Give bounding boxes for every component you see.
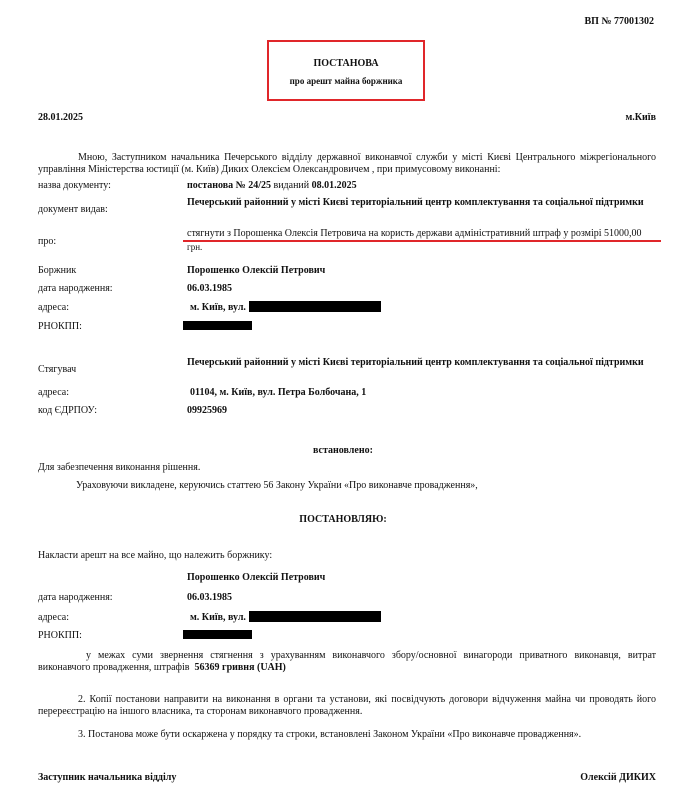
arrest-address-redaction (249, 611, 381, 622)
signature-position: Заступник начальника відділу (38, 772, 177, 783)
intro-paragraph: Мною, Заступником начальника Печерського відділу державної виконавчої служби у місті Києві Центрального міжрегіонального управління Міністерства юстиції (м. Київ) Диких Олексієм Олександровичем , при примусовому виконанні: (38, 152, 656, 175)
doc-name-row (187, 180, 357, 192)
document-number: ВП № 77001302 (584, 16, 654, 27)
creditor-edrpou: 09925969 (187, 405, 227, 416)
debtor-dob-label: дата народження: (38, 283, 113, 294)
established-line-2: Ураховуючи викладене, керуючись статтею 56 Закону України «Про виконавче провадження», (76, 480, 478, 491)
item-2-paragraph: 2. Копії постанови направити на виконання в органи та установи, які посвідчують договори відчуження майна чи проводять його перереєстрацію на іншого власника, та сторонам виконавчого провадження. (38, 694, 656, 717)
debtor-dob: 06.03.1985 (187, 283, 232, 294)
arrest-address-label: адреса: (38, 612, 69, 623)
arrest-dob-label: дата народження: (38, 592, 113, 603)
document-title: ПОСТАНОВА (313, 58, 379, 69)
arrest-dob: 06.03.1985 (187, 592, 232, 603)
about-label: про: (38, 236, 57, 247)
arrest-rnokpp-label: РНОКПП: (38, 630, 82, 641)
doc-name-value: постанова № 24/25 (187, 180, 271, 191)
document-city: м.Київ (625, 112, 656, 123)
debtor-address-redaction (249, 301, 381, 312)
debtor-rnokpp-label: РНОКПП: (38, 321, 82, 332)
debtor-address-label: адреса: (38, 302, 69, 313)
issued-by-label: документ видав: (38, 204, 108, 215)
about-value: стягнути з Порошенка Олексія Петровича на користь держави адміністративний штраф у розмірі 51000,00 (187, 228, 642, 239)
signature-name: Олексій ДИКИХ (580, 772, 656, 783)
doc-issued-word: виданий (273, 180, 310, 191)
creditor-address-label: адреса: (38, 387, 69, 398)
item-3-paragraph: 3. Постанова може бути оскаржена у порядку та строки, встановлені Законом України «Про виконавче провадження». (78, 729, 582, 740)
arrest-address: м. Київ, вул. (190, 612, 246, 623)
debtor-name: Порошенко Олексій Петрович (187, 265, 326, 276)
creditor-address: 01104, м. Київ, вул. Петра Болбочана, 1 (190, 387, 367, 398)
limits-text: у межах суми звернення стягнення з урахуванням виконавчого збору/основної винагороди приватного виконавця, витрат виконавчого провадження, штрафів (38, 650, 656, 673)
debtor-label: Боржник (38, 265, 77, 276)
established-line-1: Для забезпечення виконання рішення. (38, 462, 201, 473)
limits-amount: 56369 гривня (UAH) (194, 662, 286, 673)
arrest-rnokpp-redaction (183, 630, 252, 639)
document-subtitle: про арешт майна боржника (289, 76, 403, 86)
limits-paragraph (38, 650, 656, 674)
debtor-address: м. Київ, вул. (190, 302, 246, 313)
doc-name-label: назва документу: (38, 180, 111, 191)
arrest-debtor-name: Порошенко Олексій Петрович (187, 572, 326, 583)
document-date: 28.01.2025 (38, 112, 83, 123)
resolve-heading: ПОСТАНОВЛЯЮ: (299, 514, 387, 525)
arrest-text: Накласти арешт на все майно, що належить боржнику: (38, 550, 273, 561)
creditor-label: Стягувач (38, 364, 77, 375)
debtor-rnokpp-redaction (183, 321, 252, 330)
doc-issued-date: 08.01.2025 (311, 180, 357, 191)
about-red-underline (183, 240, 661, 242)
about-unit: грн. (187, 242, 203, 252)
established-heading: встановлено: (313, 445, 373, 456)
creditor-name: Печерський районний у місті Києві територіальний центр комплектування та соціальної підтримки (187, 357, 644, 368)
issued-by-value: Печерський районний у місті Києві територіальний центр комплектування та соціальної підтримки (187, 197, 644, 208)
title-highlight-box (267, 40, 425, 101)
creditor-edrpou-label: код ЄДРПОУ: (38, 405, 97, 416)
